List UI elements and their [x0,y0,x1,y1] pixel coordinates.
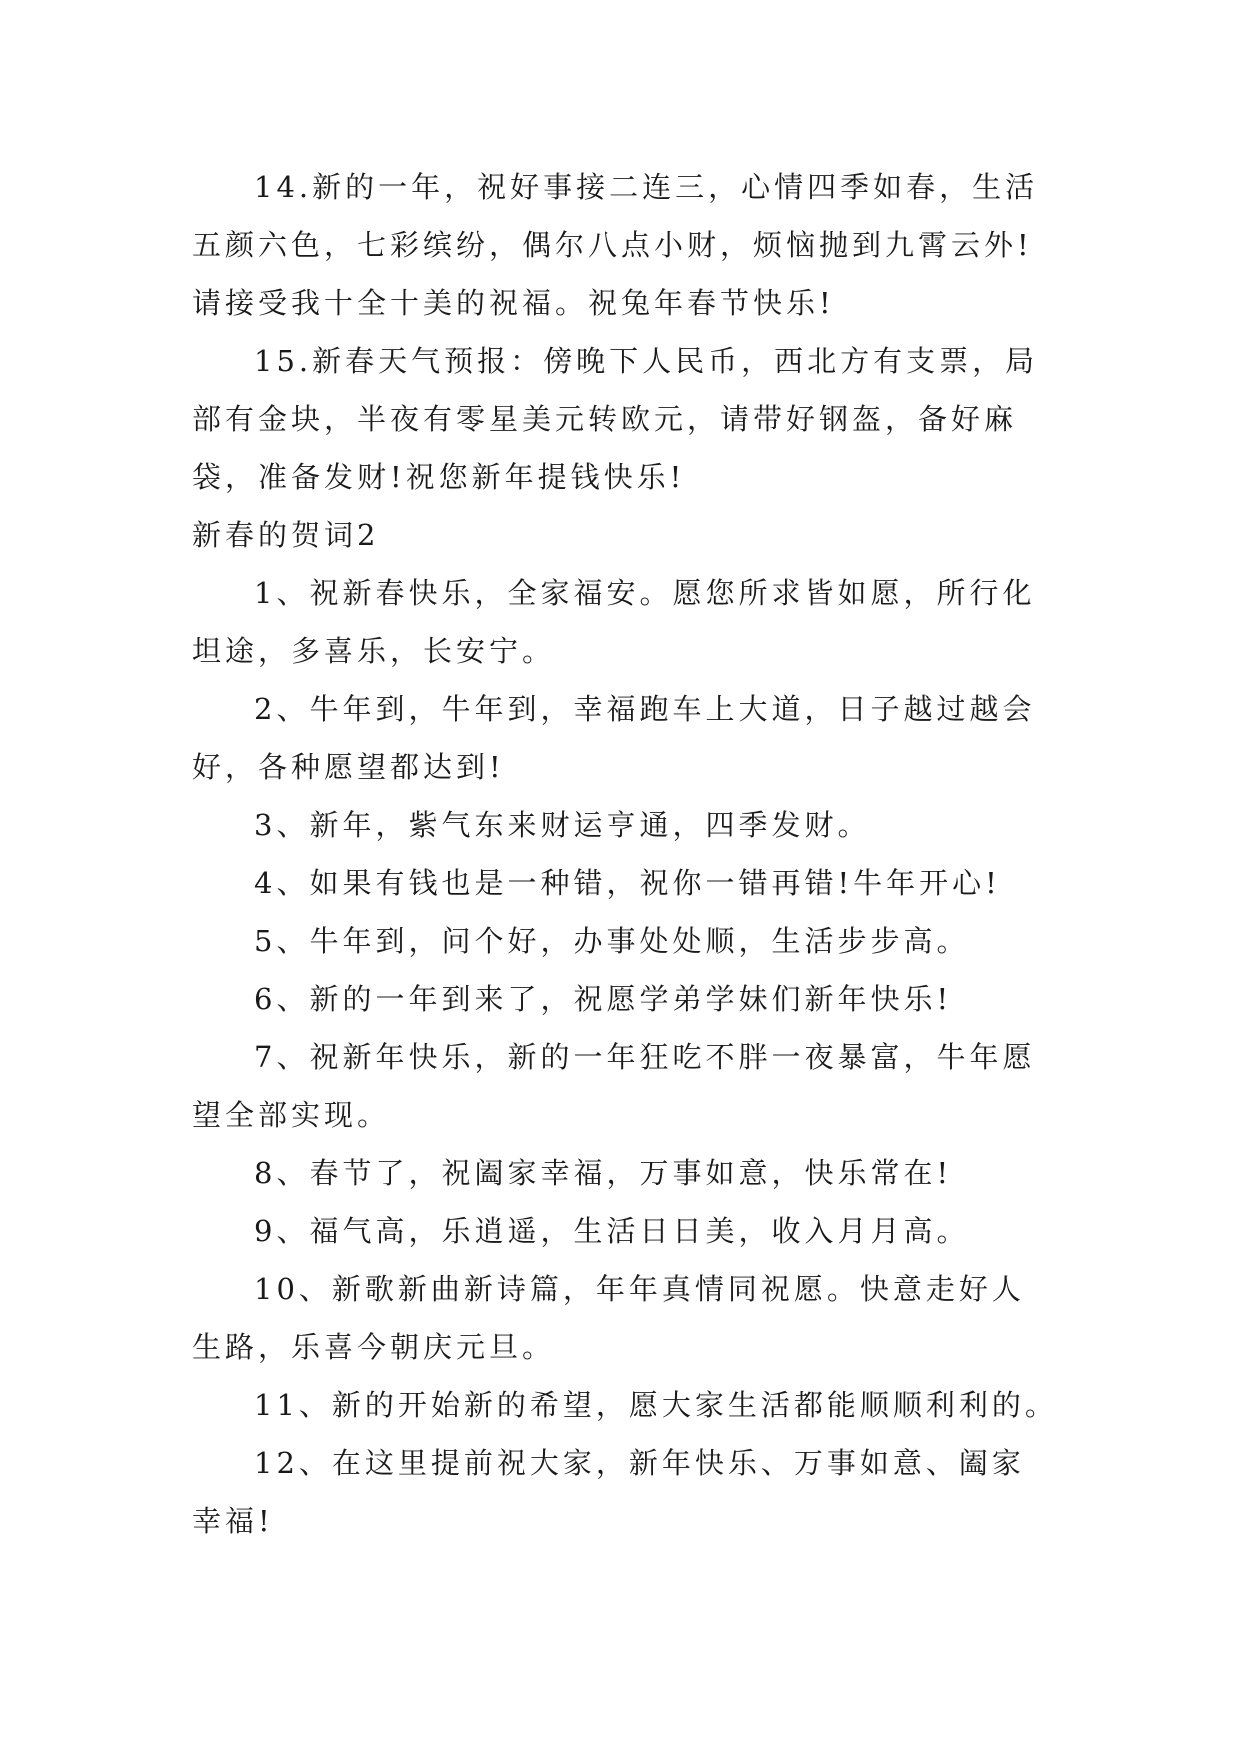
list-item-3: 3、新年，紫气东来财运亨通，四季发财。 [254,808,871,842]
list-item-6: 6、新的一年到来了，祝愿学弟学妹们新年快乐! [254,982,953,1016]
list-item-12: 12、在这里提前祝大家，新年快乐、万事如意、阖家幸福! [192,1446,1025,1538]
section-heading: 新春的贺词2 [192,518,380,552]
list-item-4: 4、如果有钱也是一种错，祝你一错再错!牛年开心! [254,866,1001,900]
list-item-2: 2、牛年到，牛年到，幸福跑车上大道，日子越过越会好，各种愿望都达到! [192,692,1036,784]
list-item-1: 1、祝新春快乐，全家福安。愿您所求皆如愿，所行化坦途，多喜乐，长安宁。 [192,576,1036,668]
paragraph-15: 15.新春天气预报：傍晚下人民币，西北方有支票，局部有金块，半夜有零星美元转欧元，请带好钢盔，备好麻袋，准备发财!祝您新年提钱快乐! [192,344,1039,494]
list-item-11: 11、新的开始新的希望，愿大家生活都能顺顺利利的。 [254,1388,1058,1422]
list-item-5: 5、牛年到，问个好，办事处处顺，生活步步高。 [254,924,970,958]
list-item-10: 10、新歌新曲新诗篇，年年真情同祝愿。快意走好人生路，乐喜今朝庆元旦。 [192,1272,1025,1364]
list-item-9: 9、福气高，乐逍遥，生活日日美，收入月月高。 [254,1214,970,1248]
list-item-7: 7、祝新年快乐，新的一年狂吃不胖一夜暴富，牛年愿望全部实现。 [192,1040,1036,1132]
paragraph-14: 14.新的一年，祝好事接二连三，心情四季如春，生活五颜六色，七彩缤纷，偶尔八点小财，烦恼抛到九霄云外!请接受我十全十美的祝福。祝兔年春节快乐! [192,170,1039,320]
list-item-8: 8、春节了，祝阖家幸福，万事如意，快乐常在! [254,1156,953,1190]
document-body [192,158,1058,1550]
